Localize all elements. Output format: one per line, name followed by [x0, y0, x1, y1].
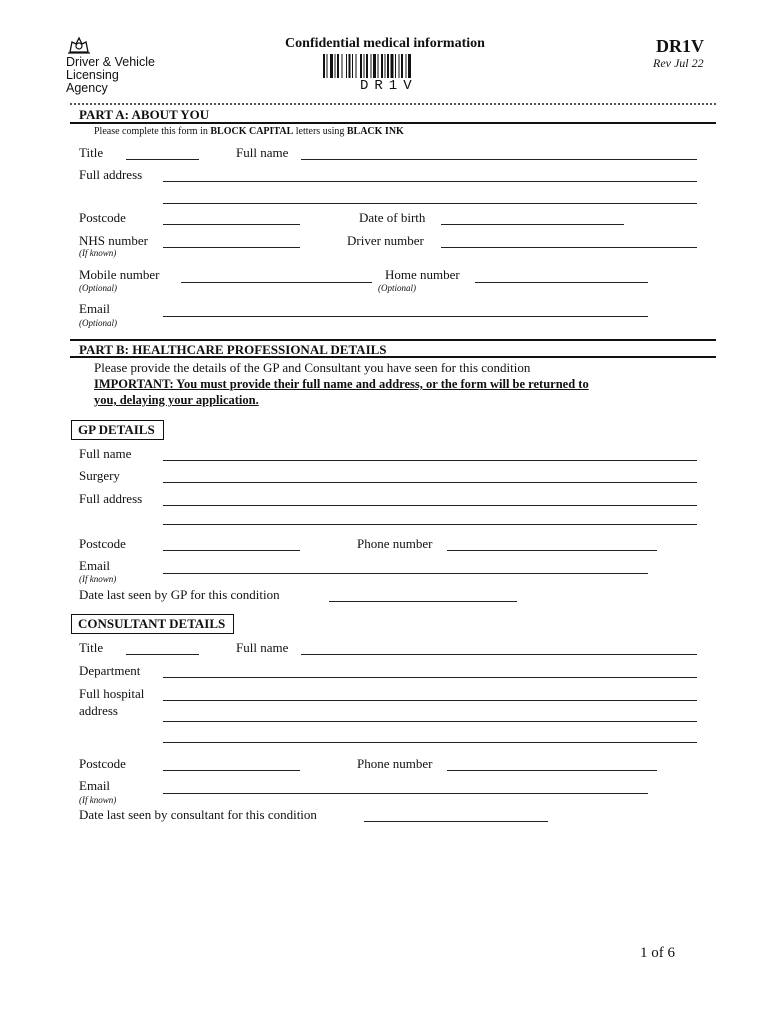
home-number-label: Home number [385, 267, 460, 282]
page-number: 1 of 6 [640, 945, 675, 961]
nhs-number-label: NHS number [79, 233, 148, 248]
org-name-line-2: Licensing [66, 68, 119, 82]
divider [70, 356, 716, 358]
consultant-date-seen-label: Date last seen by consultant for this condition [79, 807, 317, 822]
consultant-title-field[interactable] [126, 654, 199, 655]
important-notice-line-2: you, delaying your application. [94, 393, 259, 407]
mobile-number-label: Mobile number [79, 267, 160, 282]
consultant-hospital-label-1: Full hospital [79, 686, 145, 701]
driver-number-label: Driver number [347, 233, 424, 248]
revision-date: Rev Jul 22 [653, 56, 704, 70]
full-address-label: Full address [79, 167, 143, 182]
form-title: Confidential medical information [285, 36, 485, 51]
nhs-number-field[interactable] [163, 247, 300, 248]
title-label: Title [79, 145, 104, 160]
consultant-department-field[interactable] [163, 677, 697, 678]
postcode-label: Postcode [79, 210, 126, 225]
dob-field[interactable] [441, 224, 624, 225]
gp-postcode-label: Postcode [79, 536, 126, 551]
address-line-2-field[interactable] [163, 203, 697, 204]
part-b-heading: PART B: HEALTHCARE PROFESSIONAL DETAILS [79, 342, 387, 357]
gp-email-label: Email [79, 558, 111, 573]
consultant-phone-field[interactable] [447, 770, 657, 771]
consultant-date-seen-field[interactable] [364, 821, 548, 822]
consultant-email-note: (If known) [79, 795, 117, 805]
gp-email-note: (If known) [79, 574, 117, 584]
consultant-department-label: Department [79, 663, 141, 678]
hospital-address-line-1-field[interactable] [163, 700, 697, 701]
gp-phone-label: Phone number [357, 536, 433, 551]
gp-email-field[interactable] [163, 573, 648, 574]
divider [70, 122, 716, 124]
home-number-note: (Optional) [378, 283, 416, 293]
gp-address-line-1-field[interactable] [163, 505, 697, 506]
consultant-postcode-label: Postcode [79, 756, 126, 771]
divider [70, 339, 716, 341]
nhs-number-note: (If known) [79, 248, 117, 258]
dob-label: Date of birth [359, 210, 426, 225]
part-a-heading: PART A: ABOUT YOU [79, 107, 210, 122]
postcode-field[interactable] [163, 224, 300, 225]
form-code: DR1V [656, 36, 704, 56]
full-name-field[interactable] [301, 159, 697, 160]
barcode-text: DR1V [360, 78, 418, 94]
consultant-hospital-label-2: address [79, 703, 118, 718]
important-notice-line-1: IMPORTANT: You must provide their full name and address, or the form will be returned to [94, 377, 589, 391]
consultant-postcode-field[interactable] [163, 770, 300, 771]
mobile-number-field[interactable] [181, 282, 372, 283]
email-field[interactable] [163, 316, 648, 317]
email-note: (Optional) [79, 318, 117, 328]
gp-phone-field[interactable] [447, 550, 657, 551]
gp-details-heading: GP DETAILS [71, 420, 164, 440]
gp-surgery-field[interactable] [163, 482, 697, 483]
mobile-number-note: (Optional) [79, 283, 117, 293]
consultant-phone-label: Phone number [357, 756, 433, 771]
consultant-title-label: Title [79, 640, 104, 655]
org-name-line-3: Agency [66, 81, 108, 95]
gp-full-name-field[interactable] [163, 460, 697, 461]
part-b-intro: Please provide the details of the GP and Consultant you have seen for this condition [94, 360, 531, 375]
hospital-address-line-3-field[interactable] [163, 742, 697, 743]
consultant-full-name-label: Full name [236, 640, 289, 655]
consultant-email-field[interactable] [163, 793, 648, 794]
gp-date-seen-label: Date last seen by GP for this condition [79, 587, 280, 602]
gp-full-address-label: Full address [79, 491, 143, 506]
consultant-email-label: Email [79, 778, 111, 793]
consultant-details-heading: CONSULTANT DETAILS [71, 614, 234, 634]
gp-address-line-2-field[interactable] [163, 524, 697, 525]
part-a-instruction: Please complete this form in BLOCK CAPITAL letters using BLACK INK [94, 126, 404, 137]
home-number-field[interactable] [475, 282, 648, 283]
gp-postcode-field[interactable] [163, 550, 300, 551]
title-field[interactable] [126, 159, 199, 160]
consultant-full-name-field[interactable] [301, 654, 697, 655]
driver-number-field[interactable] [441, 247, 697, 248]
email-label: Email [79, 301, 111, 316]
hospital-address-line-2-field[interactable] [163, 721, 697, 722]
barcode [323, 54, 469, 78]
org-name-line-1: Driver & Vehicle [66, 55, 155, 69]
address-line-1-field[interactable] [163, 181, 697, 182]
gp-full-name-label: Full name [79, 446, 132, 461]
gp-surgery-label: Surgery [79, 468, 120, 483]
divider [70, 103, 716, 105]
full-name-label: Full name [236, 145, 289, 160]
gp-date-seen-field[interactable] [329, 601, 517, 602]
